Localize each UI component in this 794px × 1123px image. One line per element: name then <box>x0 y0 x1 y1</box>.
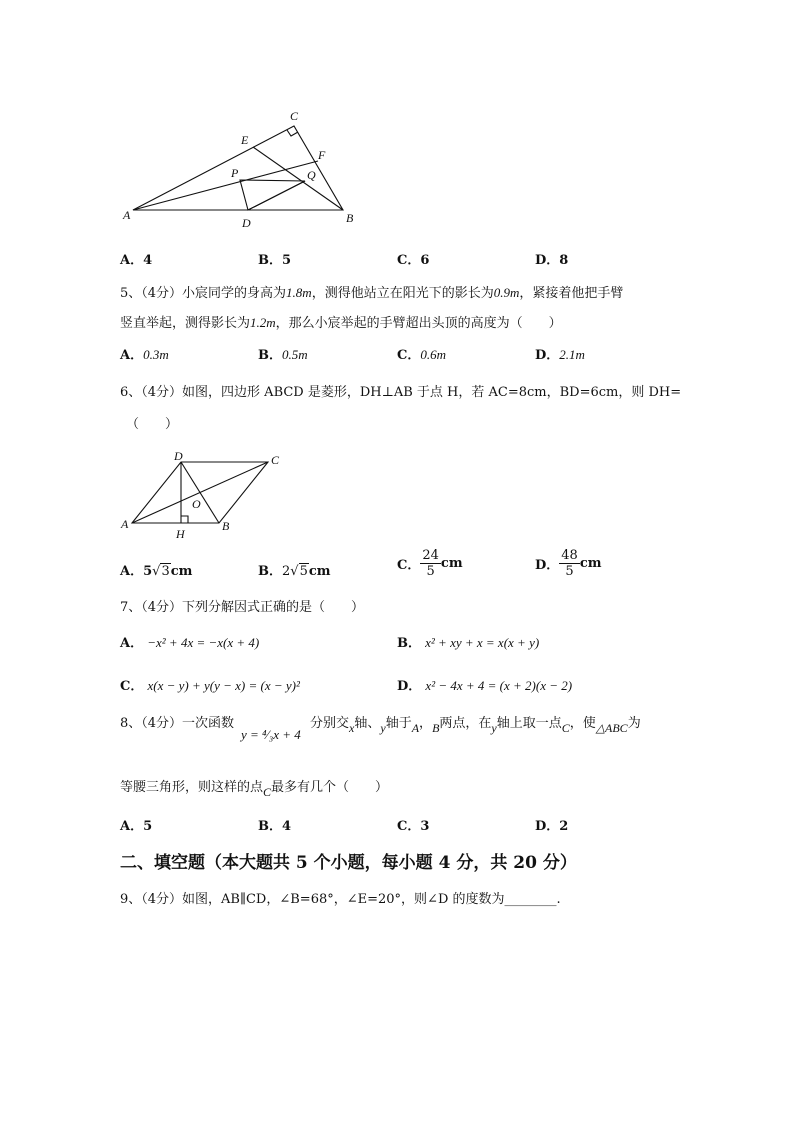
q8-option-a[interactable]: A．5 <box>120 819 153 834</box>
q8-function: y = ⁴⁄₃x + 4 <box>241 727 301 742</box>
q9-stem: 9、（4分）如图，AB∥CD，∠B=68°，∠E=20°，则∠D 的度数为________. <box>120 892 561 907</box>
q5-line1: 5、（4分）小宸同学的身高为1.8m，测得他站立在阳光下的影长为0.9m，紧接着他把手臂 <box>120 285 624 301</box>
label-rh-a: A <box>121 517 129 531</box>
q8-option-b[interactable]: B．4 <box>258 819 292 834</box>
diagonal-bd <box>181 462 219 523</box>
label-rh-h: H <box>176 527 185 541</box>
label-a: A <box>123 208 131 222</box>
right-angle-h <box>181 516 188 523</box>
q8-prefix: 8、（4分）一次函数 <box>120 716 235 731</box>
q5-option-a[interactable]: A．0.3m <box>120 347 169 363</box>
q7-stem: 7、（4分）下列分解因式正确的是（ ） <box>120 600 365 615</box>
q6-line2: （ ） <box>126 417 179 432</box>
q4-option-d[interactable]: D．8 <box>535 253 569 268</box>
q6-line1: 6、（4分）如图，四边形 ABCD 是菱形，DH⊥AB 于点 H，若 AC=8cm，BD=6cm，则 DH= <box>120 385 682 400</box>
label-rh-c: C <box>271 453 280 467</box>
section-heading: 二、填空题（本大题共 5 个小题，每小题 4 分，共 20 分） <box>120 853 577 873</box>
q5-line2: 竖直举起，测得影长为1.2m，那么小宸举起的手臂超出头顶的高度为（ ） <box>120 315 562 331</box>
label-f: F <box>318 148 326 162</box>
q6-option-a[interactable]: A．5√3cm <box>120 564 193 579</box>
q4-option-a[interactable]: A．4 <box>120 253 153 268</box>
q8-line2: 等腰三角形，则这样的点C最多有几个（ ） <box>120 780 389 799</box>
label-rh-d: D <box>174 449 183 463</box>
label-c: C <box>290 109 299 123</box>
label-d: D <box>242 216 251 230</box>
label-rh-b: B <box>222 519 230 533</box>
q7-option-a[interactable]: A． −x² + 4x = −x(x + 4) <box>120 635 260 651</box>
q8-option-d[interactable]: D．2 <box>535 819 569 834</box>
label-p: P <box>231 166 239 180</box>
q7-option-b[interactable]: B． x² + xy + x = x(x + y) <box>397 635 540 651</box>
q8-line1-rest: 分别交x轴、y轴于A，B两点，在y轴上取一点C，使△ABC为 <box>310 716 641 735</box>
q6-option-d[interactable]: D． $\frac{48}{5}$ cm <box>535 548 602 579</box>
rhombus-figure <box>0 0 794 560</box>
q8-option-c[interactable]: C．3 <box>397 819 430 834</box>
label-rh-o: O <box>192 497 201 511</box>
q5-option-c[interactable]: C．0.6m <box>397 347 446 363</box>
q4-option-c[interactable]: C．6 <box>397 253 430 268</box>
q6-option-c[interactable]: C． $\frac{24}{5}$ cm <box>397 548 463 579</box>
q6-option-b[interactable]: B．2√5cm <box>258 564 331 579</box>
label-e: E <box>241 133 249 147</box>
q4-option-b[interactable]: B．5 <box>258 253 292 268</box>
label-b: B <box>346 211 354 225</box>
q5-option-b[interactable]: B．0.5m <box>258 347 308 363</box>
q5-option-d[interactable]: D．2.1m <box>535 347 585 363</box>
label-q: Q <box>307 168 316 182</box>
q7-option-c[interactable]: C． x(x − y) + y(y − x) = (x − y)² <box>120 678 300 694</box>
q7-option-d[interactable]: D． x² − 4x + 4 = (x + 2)(x − 2) <box>397 678 573 694</box>
